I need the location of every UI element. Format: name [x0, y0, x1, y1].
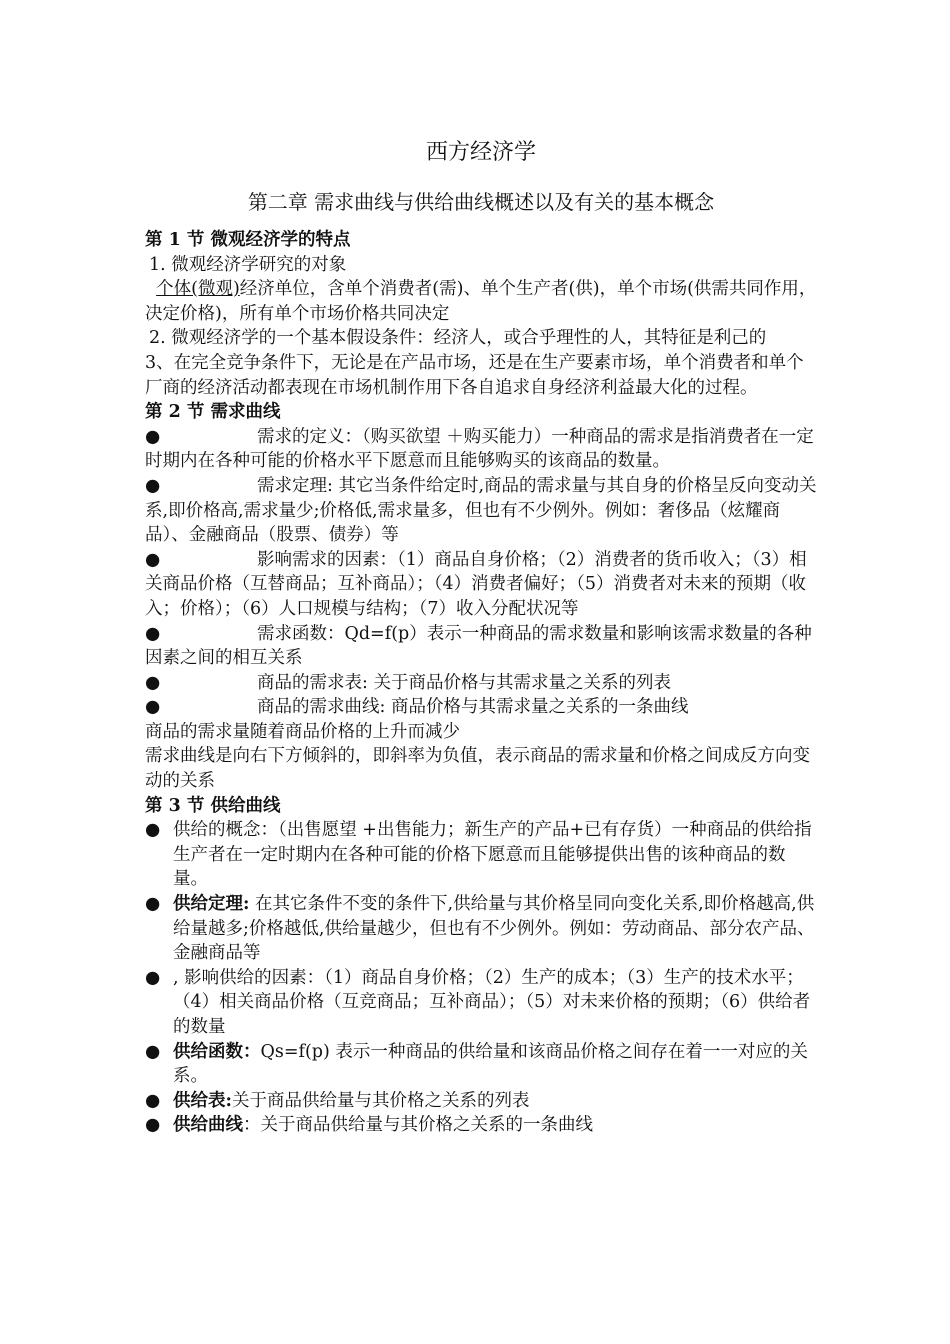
bullet-icon: ● — [145, 475, 161, 496]
list-item-text: Qs=f(p) 表示一种商品的供给量和该商品价格之间存在着一一对应的关系。 — [173, 1041, 808, 1087]
section-1-item-1-body-text: 经济单位，含单个消费者(需)、单个生产者(供)，单个市场(供需共同作用，决定价格)，所有单个市场价格共同决定 — [145, 279, 817, 324]
bullet-icon: ● — [145, 1090, 161, 1111]
section-1-heading: 第 1 节 微观经济学的特点 — [145, 230, 351, 250]
bullet-icon: ● — [145, 549, 161, 570]
list-item — [145, 425, 817, 474]
list-item-term: 供给定理: — [173, 894, 250, 915]
section-2-bullet-list — [145, 425, 817, 720]
list-item — [145, 1113, 817, 1138]
list-item — [145, 818, 817, 892]
bullet-icon: ● — [145, 820, 161, 841]
list-item — [145, 548, 817, 622]
list-item-text: 需求的定义：（购买欲望 ＋购买能力）一种商品的需求是指消费者在一定时期内在各种可能的价格水平下愿意而且能够购买的该商品的数量。 — [145, 426, 814, 472]
list-item-term: 供给表: — [173, 1090, 232, 1111]
chapter-title: 第二章 需求曲线与供给曲线概述以及有关的基本概念 — [247, 190, 715, 214]
bullet-icon: ● — [145, 623, 161, 644]
section-2-heading: 第 2 节 需求曲线 — [145, 402, 281, 423]
list-item-text: 关于商品供给量与其价格之关系的列表 — [231, 1090, 530, 1111]
document-content — [145, 136, 817, 1138]
list-item — [145, 695, 817, 720]
list-item — [145, 1040, 817, 1089]
list-item — [145, 892, 817, 966]
list-item — [145, 1089, 817, 1114]
list-item — [145, 966, 817, 1040]
list-item-term: 供给曲线 — [173, 1115, 243, 1136]
list-item-text: , 影响供给的因素：（1）商品自身价格；（2）生产的成本；（3）生产的技术水平； （4）相关商品价格（互竞商品；互补商品）；（5）对未来价格的预期；（6）供给者的数量 — [173, 967, 811, 1037]
list-item-text: 商品的需求曲线: 商品价格与其需求量之关系的一条曲线 — [257, 697, 689, 718]
list-item — [145, 474, 817, 548]
bullet-icon: ● — [145, 1041, 161, 1062]
list-item — [145, 671, 817, 696]
bullet-icon: ● — [145, 697, 161, 718]
section-1-item-3: 3、在完全竞争条件下，无论是在产品市场，还是在生产要素市场，单个消费者和单个厂商的经济活动都表现在市场机制作用下各自追求自身经济利益最大化的过程。 — [145, 352, 804, 398]
bullet-icon: ● — [145, 672, 161, 693]
list-item-text: 供给的概念：（出售愿望 +出售能力；新生产的产品+已有存货）一种商品的供给指生产者在一定时期内在各种可能的价格下愿意而且能够提供出售的该种商品的数量。 — [173, 820, 812, 890]
section-1-item-1-body — [145, 277, 817, 326]
list-item-text: 商品的需求表: 关于商品价格与其需求量之关系的列表 — [257, 672, 671, 693]
list-item-text: 需求函数：Qd=f(p）表示一种商品的需求数量和影响该需求数量的各种因素之间的相互关系 — [145, 623, 812, 669]
section-3-bullet-list — [145, 818, 817, 1138]
bullet-icon: ● — [145, 967, 161, 988]
bullet-icon: ● — [145, 1115, 161, 1136]
underlined-term: 个体(微观) — [156, 279, 240, 300]
bullet-icon: ● — [145, 894, 161, 915]
section-2-note-1: 商品的需求量随着商品价格的上升而减少 — [145, 721, 460, 742]
section-1-item-2: 2. 微观经济学的一个基本假设条件：经济人，或合乎理性的人，其特征是利己的 — [149, 328, 767, 349]
list-item — [145, 622, 817, 671]
section-1-item-1-title: 1. 微观经济学研究的对象 — [149, 254, 347, 275]
section-2-note-2: 需求曲线是向右下方倾斜的，即斜率为负值，表示商品的需求量和价格之间成反方向变动的关系 — [145, 746, 810, 792]
list-item-text: 在其它条件不变的条件下,供给量与其价格呈同向变化关系,即价格越高,供给量越多;价格越低,供给量越少，但也有不少例外。例如：劳动商品、部分农产品、金融商品等 — [173, 894, 815, 964]
list-item-term: 供给函数： — [173, 1041, 261, 1062]
list-item-text: ：关于商品供给量与其价格之关系的一条曲线 — [243, 1115, 593, 1136]
document-title: 西方经济学 — [425, 140, 536, 165]
list-item-text: 影响需求的因素：（1）商品自身价格；（2）消费者的货币收入；（3）相关商品价格（互替商品；互补商品）；（4）消费者偏好；（5）消费者对未来的预期（收入；价格）；（6）人口规模与结构；（7）收入分配状况等 — [145, 549, 807, 619]
bullet-icon: ● — [145, 426, 161, 447]
section-3-heading: 第 3 节 供给曲线 — [145, 795, 281, 816]
list-item-text: 需求定理: 其它当条件给定时,商品的需求量与其自身的价格呈反向变动关系,即价格高,需求量少;价格低,需求量多，但也有不少例外。例如：奢侈品（炫耀商品）、金融商品（股票、债券）等 — [145, 475, 817, 546]
